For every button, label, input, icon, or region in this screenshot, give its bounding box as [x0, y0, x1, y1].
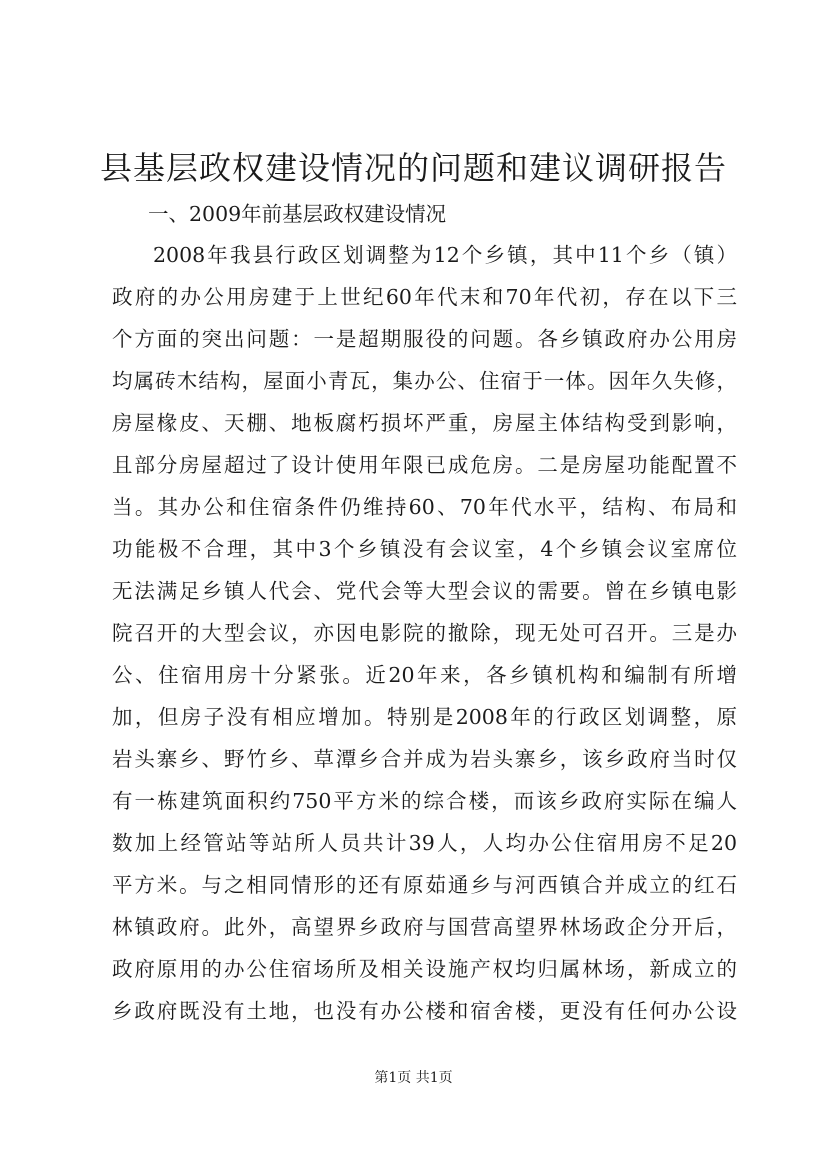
paragraph-line: 岩头寨乡、野竹乡、草潭乡合并成为岩头寨乡，该乡政府当时仅 — [112, 747, 737, 771]
paragraph-line: 林镇政府。此外，高望界乡政府与国营高望界林场政企分开后， — [112, 915, 737, 939]
page-footer: 第1页 共1页 — [374, 1070, 453, 1086]
paragraph-line: 且部分房屋超过了设计使用年限已成危房。二是房屋功能配置不 — [112, 453, 737, 477]
paragraph-line: 政府的办公用房建于上世纪60年代末和70年代初，存在以下三 — [112, 285, 737, 309]
paragraph-line: 房屋椽皮、天棚、地板腐朽损坏严重，房屋主体结构受到影响， — [112, 411, 737, 435]
paragraph-line: 加，但房子没有相应增加。特别是2008年的行政区划调整，原 — [112, 705, 737, 729]
paragraph-line: 均属砖木结构，屋面小青瓦，集办公、住宿于一体。因年久失修， — [112, 369, 737, 393]
paragraph-line: 无法满足乡镇人代会、党代会等大型会议的需要。曾在乡镇电影 — [112, 579, 737, 603]
document-title: 县基层政权建设情况的问题和建议调研报告 — [99, 149, 727, 187]
paragraph-line: 2008年我县行政区划调整为12个乡镇，其中11个乡（镇） — [153, 243, 737, 267]
paragraph-line: 政府原用的办公住宿场所及相关设施产权均归属林场，新成立的 — [112, 957, 737, 981]
paragraph-line: 平方米。与之相同情形的还有原茹通乡与河西镇合并成立的红石 — [112, 873, 737, 897]
paragraph-line: 功能极不合理，其中3个乡镇没有会议室，4个乡镇会议室席位 — [112, 537, 737, 561]
paragraph-line: 公、住宿用房十分紧张。近20年来，各乡镇机构和编制有所增 — [112, 663, 737, 687]
paragraph-line: 有一栋建筑面积约750平方米的综合楼，而该乡政府实际在编人 — [112, 789, 737, 813]
paragraph-line: 当。其办公和住宿条件仍维持60、70年代水平，结构、布局和 — [112, 495, 737, 519]
paragraph-line: 个方面的突出问题：一是超期服役的问题。各乡镇政府办公用房 — [112, 327, 737, 351]
paragraph-line: 数加上经管站等站所人员共计39人，人均办公住宿用房不足20 — [112, 831, 737, 855]
section-heading: 一、2009年前基层政权建设情况 — [148, 202, 447, 226]
paragraph-line: 乡政府既没有土地，也没有办公楼和宿舍楼，更没有任何办公设 — [112, 999, 737, 1023]
paragraph-line: 院召开的大型会议，亦因电影院的撤除，现无处可召开。三是办 — [112, 621, 737, 645]
